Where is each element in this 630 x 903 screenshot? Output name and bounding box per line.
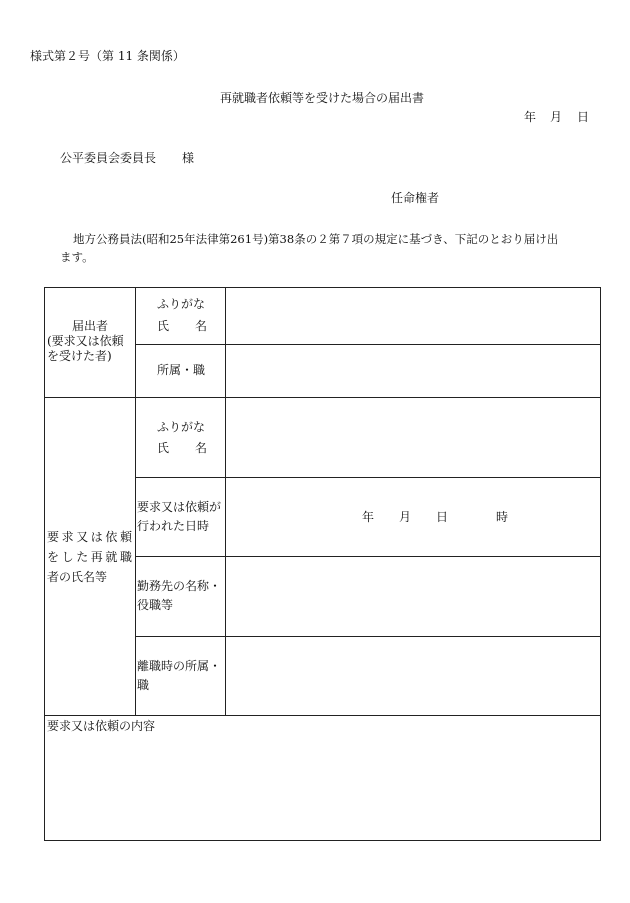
request-datetime-day: 日	[436, 510, 449, 524]
reemployed-name-label-2: 名	[195, 441, 208, 455]
table-divider	[44, 715, 601, 716]
request-datetime-label-2: 行われた日時	[137, 519, 210, 533]
addressee-honorific: 様	[182, 151, 195, 165]
reemployed-name-field[interactable]	[226, 398, 600, 476]
notifier-name-label-2: 名	[195, 319, 208, 333]
employer-field[interactable]	[226, 557, 600, 635]
reemployed-name-label-1: 氏	[157, 441, 170, 455]
date-year-label: 年	[524, 110, 537, 124]
request-datetime-year: 年	[362, 510, 375, 524]
employer-label-2: 役職等	[137, 598, 174, 612]
reemployed-label-line2: をした再就職	[47, 550, 132, 564]
former-affiliation-field[interactable]	[226, 637, 600, 714]
body-text-line1: 地方公務員法(昭和25年法律第261号)第38条の２第７項の規定に基づき、下記のとおり届け出	[73, 232, 559, 246]
date-day-label: 日	[577, 110, 590, 124]
notifier-affiliation-label: 所属・職	[157, 363, 206, 377]
sender-label: 任命権者	[391, 191, 440, 205]
reemployed-label-line1: 要求又は依頼	[47, 530, 132, 544]
addressee-name: 公平委員会委員長	[60, 151, 157, 165]
notifier-label-line2: (要求又は依頼	[47, 334, 124, 348]
date-month-label: 月	[550, 110, 563, 124]
table-divider	[135, 287, 136, 715]
notifier-name-label-1: 氏	[157, 319, 170, 333]
body-text-line2: ます。	[60, 250, 94, 264]
request-content-field[interactable]	[45, 736, 600, 840]
notifier-label-line3: を受けた者)	[47, 349, 112, 363]
employer-label-1: 勤務先の名称・	[137, 579, 222, 593]
document-title: 再就職者依頼等を受けた場合の届出書	[220, 91, 425, 105]
request-datetime-month: 月	[399, 510, 412, 524]
notifier-name-field[interactable]	[226, 288, 600, 343]
notifier-affiliation-field[interactable]	[226, 345, 600, 396]
request-datetime-label-1: 要求又は依頼が	[137, 500, 222, 514]
reemployed-label-line3: 者の氏名等	[47, 570, 108, 584]
reemployed-furigana-label: ふりがな	[157, 420, 206, 434]
request-content-label: 要求又は依頼の内容	[47, 719, 156, 733]
notifier-furigana-label: ふりがな	[157, 297, 206, 311]
former-affiliation-label-2: 職	[137, 678, 150, 692]
request-datetime-hour: 時	[496, 510, 509, 524]
former-affiliation-label-1: 離職時の所属・	[137, 659, 222, 673]
notifier-label-line1: 届出者	[72, 319, 109, 333]
request-datetime-field[interactable]	[226, 478, 600, 555]
form-number: 様式第２号（第 11 条関係）	[30, 49, 185, 63]
